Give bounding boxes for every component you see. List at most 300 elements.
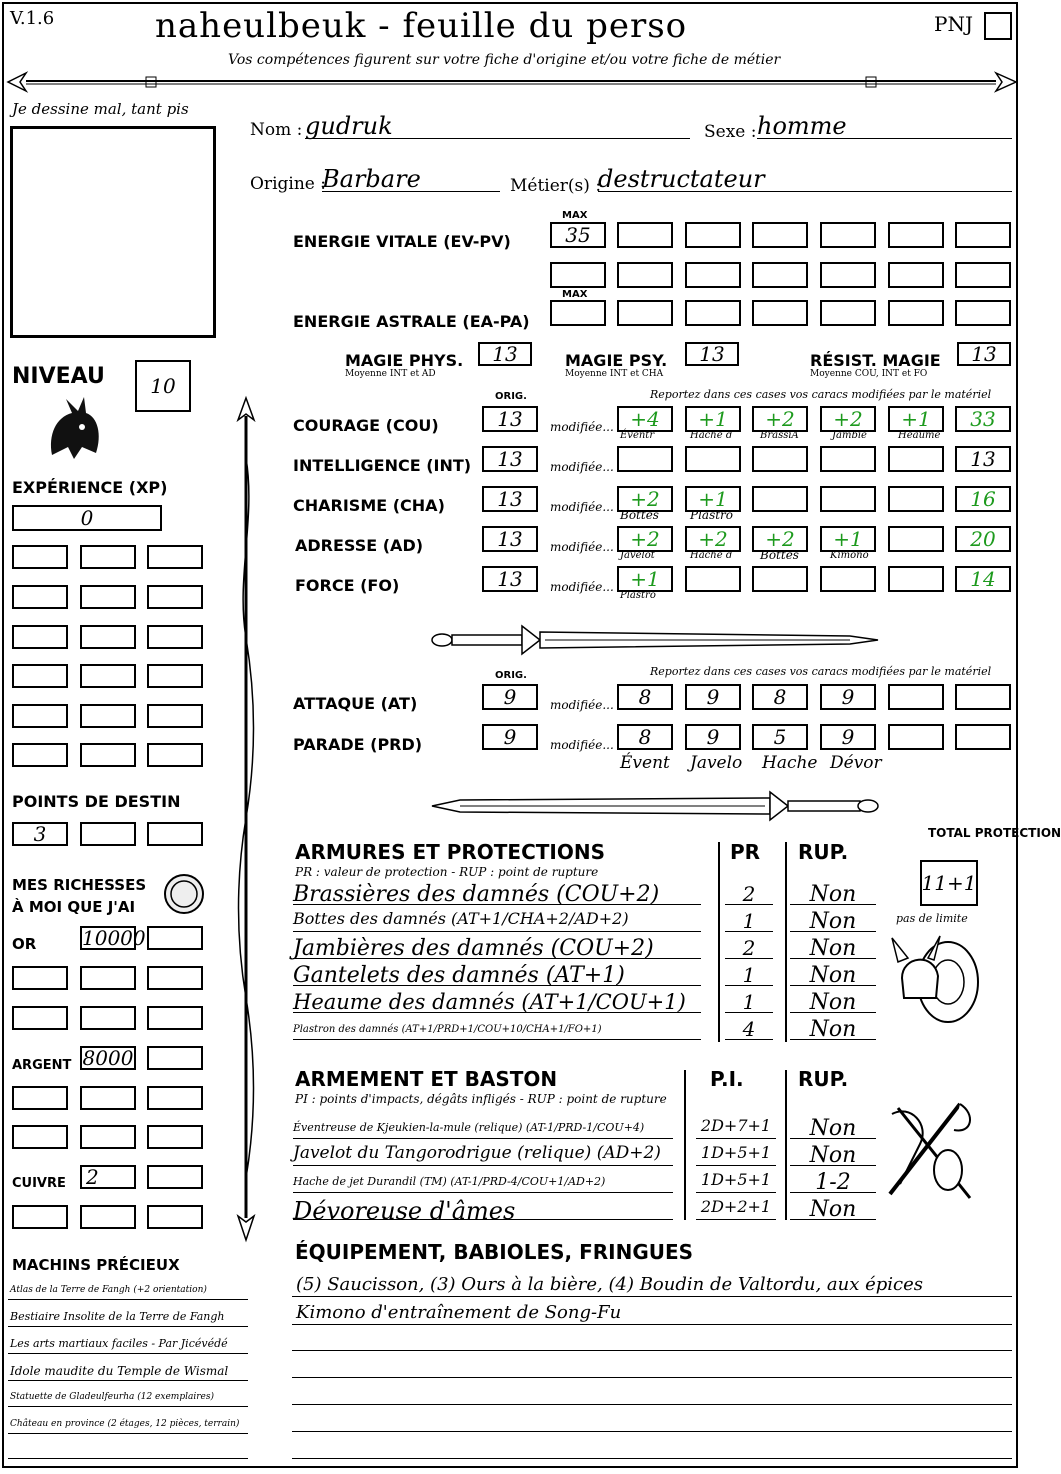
- ea-box[interactable]: [888, 300, 944, 326]
- destin-box[interactable]: [12, 822, 68, 846]
- parade-box[interactable]: [955, 724, 1011, 750]
- ea-label: ENERGIE ASTRALE (EA-PA): [293, 312, 530, 331]
- machin-line[interactable]: [8, 1380, 248, 1381]
- ev-box[interactable]: [955, 222, 1011, 248]
- equipement-line[interactable]: [292, 1350, 1012, 1351]
- ea-box[interactable]: [617, 300, 673, 326]
- column-divider: [684, 1070, 686, 1220]
- xp-grid-box[interactable]: [12, 545, 68, 569]
- arme-row[interactable]: [293, 1197, 673, 1225]
- magie-psy-box[interactable]: [685, 342, 739, 366]
- destin-box[interactable]: [80, 822, 136, 846]
- armure-pr[interactable]: [725, 936, 773, 959]
- carac-mod-box[interactable]: [685, 446, 741, 472]
- xp-grid-box[interactable]: [80, 585, 136, 609]
- intelligence-label: INTELLIGENCE (INT): [293, 456, 472, 475]
- machin-line[interactable]: [8, 1406, 248, 1407]
- spear-divider-icon: [6, 68, 1018, 94]
- ev-box[interactable]: [617, 262, 673, 288]
- ev-box[interactable]: [685, 262, 741, 288]
- armure-rup[interactable]: [790, 1017, 876, 1040]
- carac-mod-box[interactable]: [888, 566, 944, 592]
- nom-label: Nom :: [250, 120, 303, 140]
- attaque-orig-value: 9: [503, 685, 517, 709]
- niveau-label: NIVEAU: [12, 364, 105, 389]
- argent-box[interactable]: [80, 1086, 136, 1110]
- cuivre-box[interactable]: [147, 1205, 203, 1229]
- machin-item: Statuette de Gladeulfeurha (12 exemplaires): [10, 1392, 214, 1402]
- magie-psy-note: Moyenne INT et CHA: [565, 369, 664, 379]
- equipement-line[interactable]: [292, 1296, 1012, 1297]
- arme-pi[interactable]: [696, 1170, 776, 1193]
- ea-box[interactable]: [752, 300, 808, 326]
- armure-name: Heaume des damnés (AT+1/COU+1): [293, 990, 686, 1014]
- attaque-box[interactable]: [888, 684, 944, 710]
- carac-total-value: 16: [970, 487, 996, 511]
- or-label: OR: [12, 935, 37, 953]
- armure-pr-value: 1: [742, 990, 756, 1014]
- ev-max-box[interactable]: [550, 222, 606, 248]
- xp-grid-box[interactable]: [80, 743, 136, 767]
- arme-pi[interactable]: [696, 1197, 776, 1220]
- courage-orig-value: 13: [497, 407, 523, 431]
- adresse-orig-value: 13: [497, 527, 523, 551]
- arme-row[interactable]: [293, 1116, 673, 1139]
- armure-pr-value: 2: [742, 936, 756, 960]
- armure-rup[interactable]: [790, 909, 876, 932]
- ev-box[interactable]: [685, 222, 741, 248]
- carac-mod-value: +1: [630, 567, 660, 591]
- carac-mod-value: +2: [765, 407, 795, 431]
- carac-total-box[interactable]: [955, 446, 1011, 472]
- armure-rup-value: Non: [809, 963, 857, 988]
- adresse-label: ADRESSE (AD): [295, 536, 424, 555]
- sexe-field[interactable]: [757, 112, 1012, 139]
- xp-grid-box[interactable]: [12, 625, 68, 649]
- carac-mod-box[interactable]: [820, 526, 876, 552]
- armure-pr[interactable]: [725, 990, 773, 1013]
- carac-mod-box[interactable]: [617, 406, 673, 432]
- arme-rup-value: 1-2: [815, 1170, 851, 1195]
- armure-pr-value: 1: [742, 909, 756, 933]
- machin-line[interactable]: [8, 1299, 248, 1300]
- modif-label: modifiée...: [550, 460, 614, 474]
- carac-mod-box[interactable]: [752, 566, 808, 592]
- carac-mod-value: +2: [833, 407, 863, 431]
- caracs-report-note: Reportez dans ces cases vos caracs modifiées par le matériel: [650, 388, 992, 401]
- xp-grid-box[interactable]: [12, 585, 68, 609]
- argent-box[interactable]: [147, 1046, 203, 1070]
- carac-mod-note: Kimono: [830, 550, 869, 561]
- armure-pr-value: 4: [742, 1017, 756, 1041]
- column-divider: [718, 842, 720, 1042]
- or-box[interactable]: [80, 966, 136, 990]
- niveau-box[interactable]: [135, 360, 191, 412]
- carac-mod-value: +1: [698, 407, 728, 431]
- carac-mod-box[interactable]: [617, 526, 673, 552]
- arme-pi-value: 2D+2+1: [700, 1197, 772, 1216]
- or-box[interactable]: [12, 966, 68, 990]
- attaque-box[interactable]: [685, 684, 741, 710]
- cuivre-label: CUIVRE: [12, 1176, 66, 1191]
- destin-box[interactable]: [147, 822, 203, 846]
- xp-grid-box[interactable]: [147, 545, 203, 569]
- ev-box[interactable]: [888, 222, 944, 248]
- ev-box[interactable]: [820, 222, 876, 248]
- carac-mod-value: +1: [901, 407, 931, 431]
- carac-total-value: 14: [970, 567, 996, 591]
- xp-grid-box[interactable]: [12, 743, 68, 767]
- ea-max-box[interactable]: [550, 300, 606, 326]
- arme-rup[interactable]: [790, 1143, 876, 1166]
- armure-rup[interactable]: [790, 882, 876, 905]
- pi-label: P.I.: [710, 1067, 744, 1091]
- armures-label: ARMURES ET PROTECTIONS: [295, 840, 605, 864]
- arme-pi[interactable]: [696, 1143, 776, 1166]
- nom-field[interactable]: [305, 112, 690, 139]
- arme-rup-value: Non: [809, 1143, 857, 1168]
- equipement-line-text: (5) Saucisson, (3) Ours à la bière, (4) Boudin de Valtordu, aux épices: [296, 1274, 924, 1295]
- xp-grid-box[interactable]: [12, 704, 68, 728]
- arme-row[interactable]: [293, 1170, 673, 1193]
- carac-mod-value: +2: [630, 527, 660, 551]
- carac-total-value: 13: [970, 447, 996, 471]
- xp-grid-box[interactable]: [80, 545, 136, 569]
- carac-total-box[interactable]: [955, 486, 1011, 512]
- carac-total-box[interactable]: [955, 566, 1011, 592]
- armure-pr[interactable]: [725, 882, 773, 905]
- charisme-orig-box[interactable]: [482, 486, 538, 512]
- arme-rup[interactable]: [790, 1197, 876, 1220]
- or-box[interactable]: [80, 1006, 136, 1030]
- portrait-box[interactable]: [10, 126, 216, 338]
- carac-mod-value: +2: [765, 527, 795, 551]
- total-protection-box[interactable]: [920, 860, 978, 906]
- magie-phys-label: MAGIE PHYS.: [345, 351, 464, 370]
- weapon-name: Dévor: [830, 753, 882, 773]
- armures-rup-label: RUP.: [798, 840, 849, 864]
- xp-grid-box[interactable]: [147, 704, 203, 728]
- sexe-value: homme: [757, 112, 847, 140]
- attaque-label: ATTAQUE (AT): [293, 694, 418, 713]
- ev-label: ENERGIE VITALE (EV-PV): [293, 232, 511, 251]
- richesses-label-2: À MOI QUE J'AI: [12, 898, 136, 916]
- or-box[interactable]: [147, 966, 203, 990]
- destin-label: POINTS DE DESTIN: [12, 792, 181, 811]
- carac-mod-box[interactable]: [888, 446, 944, 472]
- armure-name: Bottes des damnés (AT+1/CHA+2/AD+2): [293, 909, 629, 928]
- ev-box[interactable]: [752, 262, 808, 288]
- ea-box[interactable]: [820, 300, 876, 326]
- or-box[interactable]: [12, 1006, 68, 1030]
- sword-icon: [430, 622, 880, 658]
- xp-grid-box[interactable]: [80, 625, 136, 649]
- sheet-subtitle: Vos compétences figurent sur votre fiche d'origine et/ou votre fiche de métier: [228, 52, 781, 68]
- carac-mod-box[interactable]: [820, 566, 876, 592]
- carac-mod-note: Heaume: [898, 430, 941, 441]
- carac-mod-value: +2: [630, 487, 660, 511]
- sheet-title: naheulbeuk - feuille du perso: [155, 6, 688, 46]
- cuivre-box[interactable]: [80, 1165, 136, 1189]
- modif-label: modifiée...: [550, 580, 614, 594]
- carac-mod-note: BrassiA: [760, 430, 799, 441]
- origine-label: Origine :: [250, 174, 326, 194]
- armure-pr[interactable]: [725, 963, 773, 986]
- carac-mod-note: Plastro: [690, 508, 734, 522]
- courage-orig-box[interactable]: [482, 406, 538, 432]
- carac-mod-box[interactable]: [888, 406, 944, 432]
- attaque-value: 9: [706, 685, 720, 709]
- resist-magie-note: Moyenne COU, INT et FO: [810, 369, 928, 379]
- xp-value: 0: [80, 506, 94, 530]
- attaque-value: 8: [638, 685, 652, 709]
- metier-value: destructateur: [598, 165, 765, 193]
- ev-box[interactable]: [820, 262, 876, 288]
- helmet-shield-icon: [890, 928, 980, 1026]
- xp-grid-box[interactable]: [80, 704, 136, 728]
- xp-grid-box[interactable]: [80, 664, 136, 688]
- carac-mod-note: Bottes: [620, 508, 659, 522]
- carac-mod-box[interactable]: [888, 526, 944, 552]
- weapon-name: Javelo: [690, 753, 743, 773]
- carac-mod-value: +2: [698, 527, 728, 551]
- argent-box[interactable]: [12, 1086, 68, 1110]
- carac-mod-box[interactable]: [617, 566, 673, 592]
- destin-value: 3: [33, 822, 47, 846]
- armure-row[interactable]: [293, 990, 701, 1013]
- armure-rup[interactable]: [790, 990, 876, 1013]
- armure-pr-value: 1: [742, 963, 756, 987]
- armement-rup-label: RUP.: [798, 1067, 849, 1091]
- armure-rup[interactable]: [790, 936, 876, 959]
- modif-label: modifiée...: [550, 540, 614, 554]
- carac-mod-box[interactable]: [820, 486, 876, 512]
- attaque-box[interactable]: [752, 684, 808, 710]
- magie-psy-label: MAGIE PSY.: [565, 351, 668, 370]
- ev-box[interactable]: [550, 262, 606, 288]
- ev-box[interactable]: [888, 262, 944, 288]
- parade-box[interactable]: [752, 724, 808, 750]
- xp-box[interactable]: [12, 505, 162, 531]
- armure-row[interactable]: [293, 882, 701, 905]
- carac-mod-note: Jambie: [832, 430, 867, 441]
- armure-row[interactable]: [293, 909, 701, 932]
- machins-label: MACHINS PRÉCIEUX: [12, 1256, 180, 1274]
- xp-grid-box[interactable]: [147, 585, 203, 609]
- armure-row[interactable]: [293, 1017, 701, 1040]
- column-divider: [785, 1070, 787, 1220]
- armure-name: Plastron des damnés (AT+1/PRD+1/COU+10/CHA+1/FO+1): [293, 1024, 602, 1035]
- total-protection-label: TOTAL PROTECTION: [928, 826, 1061, 840]
- courage-label: COURAGE (COU): [293, 416, 439, 435]
- armure-rup[interactable]: [790, 963, 876, 986]
- equipement-line[interactable]: [292, 1431, 1012, 1432]
- column-divider: [785, 842, 787, 1042]
- metier-field[interactable]: [598, 165, 1012, 192]
- armure-name: Brassières des damnés (COU+2): [293, 882, 660, 907]
- parade-value: 8: [638, 725, 652, 749]
- arme-rup[interactable]: [790, 1116, 876, 1139]
- cuivre-box[interactable]: [12, 1205, 68, 1229]
- carac-mod-box[interactable]: [685, 406, 741, 432]
- sexe-label: Sexe :: [704, 122, 757, 142]
- force-label: FORCE (FO): [295, 576, 400, 595]
- carac-mod-box[interactable]: [820, 446, 876, 472]
- armure-row[interactable]: [293, 936, 701, 959]
- argent-box[interactable]: [147, 1086, 203, 1110]
- machin-line[interactable]: [8, 1458, 248, 1459]
- magie-psy-value: 13: [699, 342, 725, 366]
- carac-mod-box[interactable]: [685, 526, 741, 552]
- armure-pr[interactable]: [725, 1017, 773, 1040]
- armure-rup-value: Non: [809, 882, 857, 907]
- magie-phys-value: 13: [492, 342, 518, 366]
- intelligence-orig-box[interactable]: [482, 446, 538, 472]
- armure-rup-value: Non: [809, 909, 857, 934]
- ev-max-label: MAX: [562, 210, 588, 221]
- parade-value: 9: [706, 725, 720, 749]
- cuivre-box[interactable]: [80, 1205, 136, 1229]
- armure-name: Gantelets des damnés (AT+1): [293, 963, 625, 988]
- magie-phys-box[interactable]: [478, 342, 532, 366]
- carac-mod-value: +1: [833, 527, 863, 551]
- equipement-line[interactable]: [292, 1458, 1012, 1459]
- modif-label: modifiée...: [550, 738, 614, 752]
- ev-box[interactable]: [617, 222, 673, 248]
- magie-phys-note: Moyenne INT et AD: [345, 369, 436, 379]
- carac-mod-note: Javelot: [620, 550, 655, 561]
- argent-box[interactable]: [80, 1125, 136, 1149]
- pnj-checkbox[interactable]: [984, 12, 1012, 40]
- carac-mod-value: +1: [698, 487, 728, 511]
- adresse-orig-box[interactable]: [482, 526, 538, 552]
- intelligence-orig-value: 13: [497, 447, 523, 471]
- xp-grid-box[interactable]: [147, 743, 203, 767]
- niveau-value: 10: [150, 374, 176, 398]
- or-value: 10000: [82, 926, 146, 950]
- origine-value: Barbare: [322, 165, 421, 193]
- attaque-value: 9: [841, 685, 855, 709]
- cuivre-box[interactable]: [147, 1165, 203, 1189]
- portrait-label: Je dessine mal, tant pis: [12, 100, 189, 118]
- machin-line[interactable]: [8, 1353, 248, 1354]
- nom-value: gudruk: [305, 112, 393, 140]
- or-box[interactable]: [80, 926, 146, 950]
- limit-note: pas de limite: [896, 912, 968, 925]
- armure-rup-value: Non: [809, 1017, 857, 1042]
- machin-item: Les arts martiaux faciles - Par Jicévédé: [10, 1337, 228, 1350]
- weapons-icon: [880, 1094, 980, 1214]
- ev-max-value: 35: [565, 223, 591, 247]
- equipement-line[interactable]: [292, 1404, 1012, 1405]
- coin-icon: [162, 872, 206, 916]
- or-box[interactable]: [147, 926, 203, 950]
- xp-grid-box[interactable]: [147, 664, 203, 688]
- richesses-label: MES RICHESSES: [12, 876, 147, 894]
- modif-label: modifiée...: [550, 698, 614, 712]
- version-label: V.1.6: [10, 8, 55, 29]
- equipement-line[interactable]: [292, 1324, 1012, 1325]
- carac-mod-box[interactable]: [685, 566, 741, 592]
- carac-mod-box[interactable]: [752, 486, 808, 512]
- weapon-name: Hache: [762, 753, 818, 773]
- armure-row[interactable]: [293, 963, 701, 986]
- carac-mod-box[interactable]: [752, 446, 808, 472]
- attaque-box[interactable]: [820, 684, 876, 710]
- machin-line[interactable]: [8, 1433, 248, 1434]
- machin-item: Atlas de la Terre de Fangh (+2 orientation): [10, 1285, 207, 1295]
- modif-label: modifiée...: [550, 500, 614, 514]
- armement-note: PI : points d'impacts, dégâts infligés - RUP : point de rupture: [295, 1092, 667, 1106]
- origine-field[interactable]: [322, 165, 500, 192]
- force-orig-box[interactable]: [482, 566, 538, 592]
- arme-row[interactable]: [293, 1143, 673, 1166]
- or-box[interactable]: [147, 1006, 203, 1030]
- arme-pi-value: 1D+5+1: [700, 1143, 772, 1162]
- carac-mod-value: +4: [630, 407, 660, 431]
- armure-pr[interactable]: [725, 909, 773, 932]
- ev-box[interactable]: [752, 222, 808, 248]
- carac-total-value: 33: [970, 407, 996, 431]
- ea-max-label: MAX: [562, 289, 588, 300]
- parade-box[interactable]: [685, 724, 741, 750]
- arme-rup[interactable]: [790, 1170, 876, 1193]
- armement-label: ARMEMENT ET BASTON: [295, 1067, 558, 1091]
- resist-magie-box[interactable]: [957, 342, 1011, 366]
- carac-total-box[interactable]: [955, 406, 1011, 432]
- parade-orig-box[interactable]: [482, 724, 538, 750]
- parade-box[interactable]: [617, 724, 673, 750]
- carac-mod-box[interactable]: [820, 406, 876, 432]
- attaque-box[interactable]: [617, 684, 673, 710]
- argent-box[interactable]: [80, 1046, 136, 1070]
- arme-pi[interactable]: [696, 1116, 776, 1139]
- attaque-value: 8: [773, 685, 787, 709]
- carac-total-box[interactable]: [955, 526, 1011, 552]
- machin-item: Idole maudite du Temple de Wismal: [10, 1364, 229, 1378]
- ev-box[interactable]: [955, 262, 1011, 288]
- parade-value: 9: [841, 725, 855, 749]
- resist-magie-label: RÉSIST. MAGIE: [810, 351, 941, 370]
- parade-box[interactable]: [888, 724, 944, 750]
- xp-grid-box[interactable]: [12, 664, 68, 688]
- carac-mod-note: Plastro: [620, 590, 656, 601]
- carac-mod-note: Éventr: [620, 430, 655, 441]
- machin-line[interactable]: [8, 1326, 248, 1327]
- parade-box[interactable]: [820, 724, 876, 750]
- machin-item: Bestiaire Insolite de la Terre de Fangh: [10, 1310, 225, 1323]
- equipement-line[interactable]: [292, 1377, 1012, 1378]
- sword-icon: [430, 788, 880, 824]
- ea-box[interactable]: [955, 300, 1011, 326]
- armures-note: PR : valeur de protection - RUP : point de rupture: [295, 865, 599, 879]
- xp-grid-box[interactable]: [147, 625, 203, 649]
- attaque-orig-box[interactable]: [482, 684, 538, 710]
- ea-box[interactable]: [685, 300, 741, 326]
- carac-mod-box[interactable]: [617, 446, 673, 472]
- cuivre-value: 2: [86, 1165, 99, 1189]
- argent-box[interactable]: [147, 1125, 203, 1149]
- arme-rup-value: Non: [809, 1197, 857, 1222]
- argent-box[interactable]: [12, 1125, 68, 1149]
- arme-name: Hache de jet Durandil (TM) (AT-1/PRD-4/COU+1/AD+2): [293, 1175, 606, 1188]
- resist-magie-value: 13: [971, 342, 997, 366]
- dragon-icon: [42, 395, 104, 465]
- arme-name: Javelot du Tangorodrigue (relique) (AD+2): [293, 1143, 661, 1163]
- carac-mod-box[interactable]: [888, 486, 944, 512]
- attaque-box[interactable]: [955, 684, 1011, 710]
- carac-mod-box[interactable]: [752, 406, 808, 432]
